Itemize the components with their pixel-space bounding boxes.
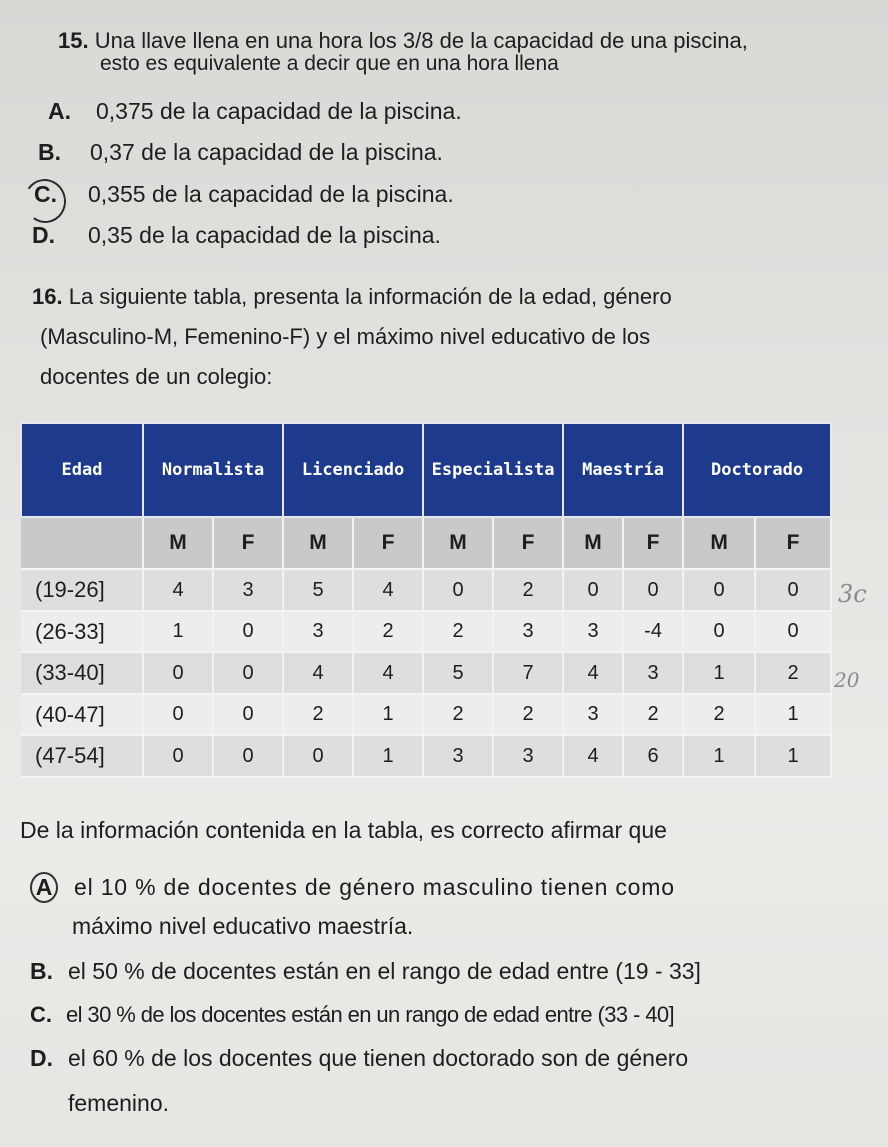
table-cell: 0 xyxy=(683,569,755,611)
table-cell: 1 xyxy=(755,694,831,736)
q16-number: 16. xyxy=(32,284,63,309)
table-cell: 2 xyxy=(493,569,563,611)
age-cell: (19-26] xyxy=(21,569,143,611)
age-cell: (47-54] xyxy=(21,735,143,777)
table-cell: 0 xyxy=(423,569,493,611)
margin-note: 20 xyxy=(834,668,860,692)
teachers-table xyxy=(20,422,832,778)
table-cell: 2 xyxy=(283,694,353,736)
header-maestria: Maestría xyxy=(563,423,683,517)
table-cell: 1 xyxy=(683,652,755,694)
table-cell: 0 xyxy=(143,694,213,736)
table-cell: 0 xyxy=(143,735,213,777)
q15-option-b-label: B. xyxy=(38,139,61,165)
q15-stem-line2: esto es equivalente a decir que en una hora llena xyxy=(100,52,559,75)
table-cell: 2 xyxy=(755,652,831,694)
header-especialista: Especialista xyxy=(423,423,563,517)
subheader-cell: F xyxy=(755,517,831,569)
q15-option-a-label: A. xyxy=(48,98,71,124)
q16-option-a-text: el 10 % de docentes de género masculino tienen como xyxy=(74,874,675,900)
table-row xyxy=(21,735,831,777)
table-subheader-row xyxy=(21,517,831,569)
q16-option-c-label: C. xyxy=(30,1002,52,1027)
table-cell: 5 xyxy=(283,569,353,611)
table-cell: 0 xyxy=(563,569,623,611)
table-cell: 3 xyxy=(423,735,493,777)
table-cell: 4 xyxy=(563,652,623,694)
q16-option-b-text: el 50 % de docentes están en el rango de edad entre (19 - 33] xyxy=(68,958,701,984)
table-cell: 3 xyxy=(563,611,623,653)
table-cell: 1 xyxy=(353,735,423,777)
table-cell: 0 xyxy=(623,569,683,611)
table-cell: 4 xyxy=(143,569,213,611)
table-cell: 0 xyxy=(213,694,283,736)
table-cell: 3 xyxy=(563,694,623,736)
q16-stem-line1 xyxy=(32,284,672,310)
q16-question: De la información contenida en la tabla, es correcto afirmar que xyxy=(20,817,667,843)
table-row xyxy=(21,611,831,653)
q16-option-d[interactable] xyxy=(30,1045,688,1072)
q16-option-b-label: B. xyxy=(30,958,53,984)
q16-option-c[interactable] xyxy=(30,1002,674,1028)
table-cell: 3 xyxy=(213,569,283,611)
table-cell: 0 xyxy=(283,735,353,777)
table-cell: 4 xyxy=(353,652,423,694)
q15-option-c-text: 0,355 de la capacidad de la piscina. xyxy=(88,181,454,207)
subheader-cell: M xyxy=(423,517,493,569)
table-cell: 3 xyxy=(283,611,353,653)
q15-option-d-text: 0,35 de la capacidad de la piscina. xyxy=(88,222,441,248)
q16-option-b[interactable] xyxy=(30,958,701,985)
q15-option-b[interactable] xyxy=(38,139,443,166)
q16-option-d-label: D. xyxy=(30,1045,53,1071)
table-cell: 1 xyxy=(353,694,423,736)
subheader-cell: F xyxy=(353,517,423,569)
table-row xyxy=(21,652,831,694)
subheader-cell: M xyxy=(283,517,353,569)
table-cell: 3 xyxy=(623,652,683,694)
table-cell: 1 xyxy=(755,735,831,777)
age-cell: (40-47] xyxy=(21,694,143,736)
table-cell: 2 xyxy=(623,694,683,736)
subheader-cell: M xyxy=(143,517,213,569)
q15-line1-text: Una llave llena en una hora los 3/8 de la capacidad de una piscina, xyxy=(94,28,748,53)
q15-option-a[interactable] xyxy=(48,98,462,125)
table-cell: 1 xyxy=(683,735,755,777)
q16-option-a[interactable] xyxy=(30,872,675,903)
table-cell: 2 xyxy=(423,694,493,736)
table-cell: 5 xyxy=(423,652,493,694)
q16-line1-text: La siguiente tabla, presenta la información de la edad, género xyxy=(68,284,672,309)
table-cell: 3 xyxy=(493,611,563,653)
q15-option-d-label: D. xyxy=(32,222,55,248)
table-row xyxy=(21,694,831,736)
q16-option-d-text: el 60 % de los docentes que tienen doctorado son de género xyxy=(68,1045,689,1071)
table-cell: 2 xyxy=(423,611,493,653)
q15-option-c[interactable] xyxy=(34,181,454,208)
table-cell: 0 xyxy=(755,569,831,611)
table-cell: 0 xyxy=(683,611,755,653)
q16-stem-line3: docentes de un colegio: xyxy=(40,364,273,389)
table-cell: 2 xyxy=(493,694,563,736)
header-edad: Edad xyxy=(21,423,143,517)
q16-option-a-line2: máximo nivel educativo maestría. xyxy=(72,913,414,939)
age-cell: (26-33] xyxy=(21,611,143,653)
table-cell: 0 xyxy=(213,611,283,653)
table-cell: 4 xyxy=(283,652,353,694)
q16-option-a-label: A xyxy=(30,872,58,903)
q15-option-a-text: 0,375 de la capacidad de la piscina. xyxy=(96,98,462,124)
age-cell: (33-40] xyxy=(21,652,143,694)
subheader-cell: F xyxy=(493,517,563,569)
table-cell: 7 xyxy=(493,652,563,694)
table-cell: 6 xyxy=(623,735,683,777)
table-cell: -4 xyxy=(623,611,683,653)
header-licenciado: Licenciado xyxy=(283,423,423,517)
q16-stem-line2: (Masculino-M, Femenino-F) y el máximo nivel educativo de los xyxy=(40,324,651,349)
table-cell: 2 xyxy=(683,694,755,736)
q16-option-c-text: el 30 % de los docentes están en un rango de edad entre (33 - 40] xyxy=(66,1002,675,1027)
q16-option-d-line2: femenino. xyxy=(68,1090,170,1116)
q15-option-c-label: C. xyxy=(34,181,57,207)
table-cell: 1 xyxy=(143,611,213,653)
q15-stem-line1 xyxy=(58,28,748,54)
table-cell: 0 xyxy=(755,611,831,653)
table-row xyxy=(21,569,831,611)
header-doctorado: Doctorado xyxy=(683,423,831,517)
subheader-cell: F xyxy=(213,517,283,569)
margin-note: 3c xyxy=(838,580,867,608)
table-cell: 4 xyxy=(563,735,623,777)
header-normalista: Normalista xyxy=(143,423,283,517)
table-cell: 0 xyxy=(143,652,213,694)
table-cell: 2 xyxy=(353,611,423,653)
table-cell: 4 xyxy=(353,569,423,611)
q15-option-d[interactable] xyxy=(32,222,441,249)
subheader-cell: F xyxy=(623,517,683,569)
subheader-cell: M xyxy=(563,517,623,569)
table-cell: 3 xyxy=(493,735,563,777)
q15-number: 15. xyxy=(58,28,89,53)
subheader-cell: M xyxy=(683,517,755,569)
table-header-row xyxy=(21,423,831,517)
table-cell: 0 xyxy=(213,735,283,777)
q15-option-b-text: 0,37 de la capacidad de la piscina. xyxy=(90,139,443,165)
subheader-empty xyxy=(21,517,143,569)
table-cell: 0 xyxy=(213,652,283,694)
